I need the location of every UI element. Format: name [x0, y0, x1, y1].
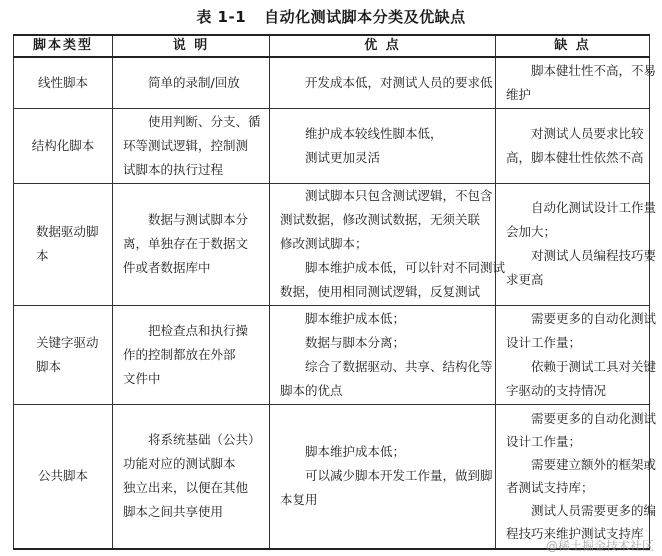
cell-text: 文件中 — [123, 370, 161, 386]
cell-text: 简单的录制/回放 — [148, 74, 240, 90]
cell-disadvantages — [496, 404, 657, 549]
cell-text: 者测试支持库； — [506, 480, 594, 496]
cell-script-type — [14, 305, 113, 404]
cell-text: 开发成本低，对测试人员的要求低 — [305, 74, 493, 90]
script-comparison-table — [13, 34, 657, 550]
cell-disadvantages — [496, 57, 657, 108]
table-row — [14, 183, 650, 305]
cell-text: 设计工作量； — [506, 434, 582, 450]
cell-disadvantages — [496, 108, 650, 183]
cell-text: 字驱动的支持情况 — [506, 382, 607, 398]
cell-text: 需要更多的自动化测试 — [531, 411, 657, 427]
cell-text: 试脚本的执行过程 — [123, 161, 224, 177]
cell-text: 脚本维护成本低，可以针对不同测试 — [305, 260, 506, 275]
cell-text: 修改测试脚本； — [280, 236, 368, 251]
table-row — [14, 305, 650, 404]
cell-text: 作的控制都放在外部 — [123, 346, 236, 362]
table-row — [14, 57, 650, 108]
cell-text: 需要建立额外的框架或 — [531, 457, 657, 473]
cell-advantages — [270, 404, 496, 549]
cell-text: 维护成本较线性脚本低， — [305, 125, 443, 141]
cell-disadvantages — [496, 183, 657, 305]
watermark: @稀土掘金技术社区 — [545, 539, 654, 553]
cell-script-type — [14, 57, 113, 108]
cell-advantages — [270, 108, 496, 183]
header-advantages: 优 点 — [270, 35, 496, 57]
cell-text: 脚本健壮性不高，不易 — [531, 62, 657, 78]
cell-text: 使用判断、分支、循 — [148, 113, 261, 129]
cell-text: 独立出来，以便在其他 — [123, 480, 249, 496]
cell-description — [113, 183, 270, 305]
cell-text: 维护 — [506, 86, 532, 102]
cell-script-type — [14, 404, 113, 549]
cell-text: 求更高 — [506, 272, 544, 287]
cell-text: 本 — [36, 248, 49, 263]
cell-text: 综合了数据驱动、共享、结构化等 — [305, 358, 493, 374]
table-number: 表 1-1 — [196, 8, 247, 26]
cell-text: 件或者数据库中 — [123, 260, 211, 275]
cell-text: 测试数据，修改测试数据，无须关联 — [280, 212, 481, 227]
cell-text: 对测试人员编程技巧要 — [531, 248, 657, 263]
cell-text: 数据，使用相同测试逻辑，反复测试 — [280, 284, 481, 299]
cell-text: 数据与脚本分离； — [305, 334, 406, 350]
cell-text: 将系统基础（公共） — [148, 432, 261, 448]
cell-text: 脚本 — [36, 358, 62, 374]
cell-text: 公共脚本 — [37, 468, 88, 484]
table-row — [14, 108, 650, 183]
cell-advantages — [270, 183, 506, 305]
cell-text: 结构化脚本 — [31, 137, 95, 153]
cell-text: 对测试人员要求比较 — [531, 125, 644, 141]
cell-text: 高，脚本健壮性依然不高 — [506, 149, 644, 165]
cell-description — [113, 108, 270, 183]
table-title: 自动化测试脚本分类及优缺点 — [264, 8, 466, 26]
cell-text: 数据与测试脚本分 — [148, 212, 249, 227]
cell-text: 测试更加灵活 — [305, 149, 381, 165]
cell-text: 脚本维护成本低； — [305, 310, 406, 326]
cell-description — [113, 404, 270, 549]
cell-text: 脚本维护成本低； — [305, 444, 406, 460]
header-disadvantages: 缺 点 — [496, 35, 650, 57]
header-description: 说 明 — [113, 35, 270, 57]
cell-script-type — [14, 183, 113, 305]
cell-advantages — [270, 57, 496, 108]
cell-text: 离，单独存在于数据文 — [123, 236, 249, 251]
table-caption — [0, 6, 662, 27]
cell-text: 脚本的优点 — [280, 382, 343, 398]
cell-text: 测试脚本只包含测试逻辑，不包含 — [305, 188, 493, 203]
cell-text: 依赖于测试工具对关键 — [531, 358, 657, 374]
cell-text: 线性脚本 — [37, 74, 88, 90]
cell-disadvantages — [496, 305, 657, 404]
table-header-row — [14, 35, 650, 57]
cell-text: 设计工作量； — [506, 334, 582, 350]
cell-text: 本复用 — [280, 492, 318, 508]
cell-advantages — [270, 305, 496, 404]
cell-description — [113, 305, 270, 404]
header-script-type: 脚本类型 — [14, 35, 113, 57]
cell-text: 数据驱动脚 — [36, 224, 99, 239]
cell-text: 会加大； — [506, 224, 557, 239]
cell-text: 脚本之间共享使用 — [123, 504, 224, 520]
cell-text: 可以减少脚本开发工作量，做到脚 — [305, 468, 493, 484]
cell-text: 把检查点和执行操 — [148, 322, 249, 338]
cell-text: 自动化测试设计工作量 — [531, 200, 657, 215]
cell-text: 环等测试逻辑，控制测 — [123, 137, 249, 153]
cell-text: 功能对应的测试脚本 — [123, 456, 236, 472]
cell-text: 需要更多的自动化测试 — [531, 310, 657, 326]
cell-text: 程技巧来维护测试支持库 — [506, 526, 644, 542]
cell-description — [113, 57, 270, 108]
cell-script-type — [14, 108, 113, 183]
cell-text: 关键字驱动 — [36, 334, 99, 350]
cell-text: 测试人员需要更多的编 — [531, 503, 657, 519]
table-row — [14, 404, 650, 549]
